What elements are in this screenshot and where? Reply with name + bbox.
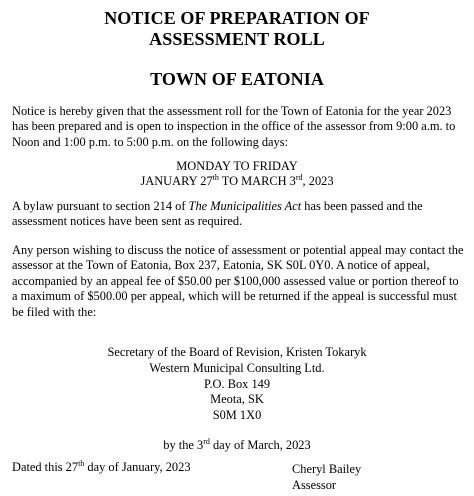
dated-suffix: th <box>78 458 85 468</box>
signatory-name: Cheryl Bailey <box>292 462 362 476</box>
address-line-2: Western Municipal Consulting Ltd. <box>149 361 325 375</box>
address-line-1: Secretary of the Board of Revision, Kristen Tokaryk <box>107 345 367 359</box>
inspection-start-month: JANUARY 27 <box>140 174 213 188</box>
signatory-role: Assessor <box>292 478 337 492</box>
address-line-3: P.O. Box 149 <box>203 377 271 391</box>
dated-line <box>12 460 191 475</box>
document-title-line-1: NOTICE OF PREPARATION OF <box>104 8 370 28</box>
act-title: The Municipalities Act <box>188 199 302 213</box>
inspection-end-suffix: rd <box>295 172 303 182</box>
notice-paragraph: Notice is hereby given that the assessment roll for the Town of Eatonia for the year 2023 has been prepared and is open to inspection in the office of the assessor from 9:00 a.m. to Noon and 1:00 p.m. to 5:00 p.m. on the following days: <box>12 104 456 149</box>
bylaw-paragraph <box>12 199 464 230</box>
bylaw-text-before: A bylaw pursuant to section 214 of <box>12 199 189 213</box>
appeal-deadline <box>0 438 474 453</box>
appeal-paragraph: Any person wishing to discuss the notice of assessment or potential appeal may contact the assessor at the Town of Eatonia, Box 237, Eatonia, SK S0L 0Y0. A notice of appeal, accompanied by an appeal fee of $50.00 per $100,000 assessed value or portion thereof to a maximum of $500.00 per appeal, which will be returned if the appeal is successful must be filed with the: <box>12 243 464 319</box>
bylaw-text-after: has been passed and the assessment notices have been sent as required. <box>12 199 423 229</box>
inspection-year: , 2023 <box>302 174 334 188</box>
inspection-to-text: TO MARCH 3 <box>218 174 296 188</box>
deadline-rest: day of March, 2023 <box>209 438 311 452</box>
town-heading: TOWN OF EATONIA <box>150 69 324 89</box>
document-title-line-2: ASSESSMENT ROLL <box>149 29 325 49</box>
inspection-start-suffix: th <box>212 172 219 182</box>
address-line-5: S0M 1X0 <box>212 408 262 422</box>
deadline-prefix: by the 3 <box>163 438 204 452</box>
address-line-4: Meota, SK <box>210 392 264 406</box>
deadline-suffix: rd <box>203 436 210 446</box>
inspection-days: MONDAY TO FRIDAY <box>176 159 298 173</box>
inspection-dates <box>0 174 474 189</box>
dated-rest: day of January, 2023 <box>84 460 191 474</box>
dated-prefix: Dated this 27 <box>12 460 79 474</box>
